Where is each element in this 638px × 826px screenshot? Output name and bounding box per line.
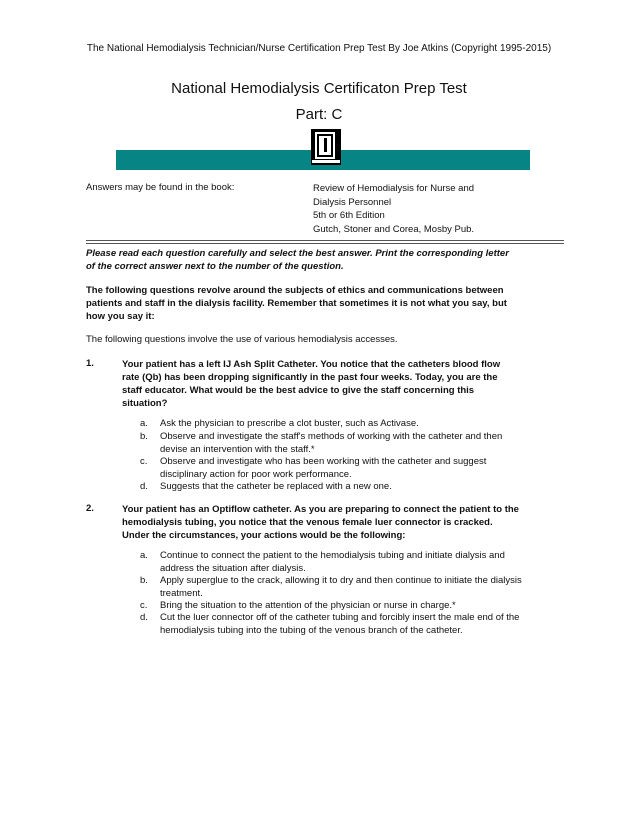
option-line: address the situation after dialysis. [160, 562, 306, 574]
header-note: The National Hemodialysis Technician/Nurse Certification Prep Test By Joe Atkins (Copyright 1995-2015) [86, 43, 552, 54]
divider [86, 240, 564, 241]
reference-line: 5th or 6th Edition [313, 210, 385, 221]
reference-line: Review of Hemodialysis for Nurse and [313, 183, 475, 194]
option-letter: a. [140, 550, 148, 561]
option-text [160, 431, 560, 456]
option-line: Continue to connect the patient to the hemodialysis tubing and initiate dialysis and [160, 550, 505, 561]
option-line: hemodialysis tubing into the tubing of the venous branch of the catheter. [160, 624, 463, 636]
ethics-intro [86, 284, 566, 323]
option-text [160, 550, 560, 575]
divider [86, 243, 564, 244]
instructions [86, 247, 566, 273]
reference-line: Gutch, Stoner and Corea, Mosby Pub. [313, 223, 475, 235]
option-line: devise an intervention with the staff.* [160, 443, 315, 455]
question-text [122, 358, 562, 410]
question-line: Your patient has a left IJ Ash Split Catheter. You notice that the catheters blood flow [122, 359, 501, 370]
question-number: 1. [86, 358, 94, 369]
question-line: Under the circumstances, your actions would be the following: [122, 530, 406, 541]
option-letter: c. [140, 600, 148, 611]
book-reference [313, 182, 474, 236]
question-line: situation? [122, 398, 168, 409]
ethics-intro-line: how you say it: [86, 311, 155, 322]
option-text [160, 481, 560, 494]
question-line: hemodialysis tubing, you notice that the venous female luer connector is cracked. [122, 517, 493, 528]
option-line: treatment. [160, 587, 203, 599]
option-text [160, 575, 560, 600]
page-title: National Hemodialysis Certificaton Prep Test [171, 80, 467, 97]
option-letter: b. [140, 575, 148, 586]
book-marker-icon [311, 129, 341, 165]
ethics-intro-line: patients and staff in the dialysis facility. Remember that sometimes it is not what you say, but [86, 298, 507, 309]
option-line: Bring the situation to the attention of the physician or nurse in charge.* [160, 600, 456, 611]
answers-label: Answers may be found in the book: [86, 182, 235, 193]
option-line: disciplinary action for poor work performance. [160, 468, 352, 480]
option-text [160, 612, 560, 637]
option-text [160, 418, 560, 431]
part-title: Part: C [295, 106, 343, 123]
option-letter: d. [140, 612, 148, 623]
option-line: Ask the physician to prescribe a clot buster, such as Activase. [160, 418, 419, 429]
instructions-line: of the correct answer next to the number of the question. [86, 261, 344, 272]
question-text [122, 503, 562, 542]
option-line: Observe and investigate the staff's methods of working with the catheter and then [160, 431, 503, 442]
reference-line: Dialysis Personnel [313, 196, 392, 208]
option-letter: c. [140, 456, 148, 467]
option-text [160, 600, 560, 613]
access-intro: The following questions involve the use of various hemodialysis accesses. [86, 334, 398, 345]
option-letter: d. [140, 481, 148, 492]
option-line: Cut the luer connector off of the catheter tubing and forcibly insert the male end of the [160, 612, 520, 623]
question-line: Your patient has an Optiflow catheter. As you are preparing to connect the patient to the [122, 504, 519, 515]
option-line: Suggests that the catheter be replaced with a new one. [160, 481, 392, 492]
option-text [160, 456, 560, 481]
instructions-line: Please read each question carefully and select the best answer. Print the corresponding letter [86, 248, 509, 259]
question-line: staff educator. What would be the best advice to give the staff concerning this [122, 385, 475, 396]
option-line: Observe and investigate who has been working with the catheter and suggest [160, 456, 487, 467]
question-line: rate (Qb) has been dropping significantly in the past four weeks. Today, you are the [122, 372, 498, 383]
option-line: Apply superglue to the crack, allowing it to dry and then continue to initiate the dialysis [160, 575, 522, 586]
option-letter: b. [140, 431, 148, 442]
question-number: 2. [86, 503, 94, 514]
option-letter: a. [140, 418, 148, 429]
ethics-intro-line: The following questions revolve around the subjects of ethics and communications between [86, 285, 504, 296]
